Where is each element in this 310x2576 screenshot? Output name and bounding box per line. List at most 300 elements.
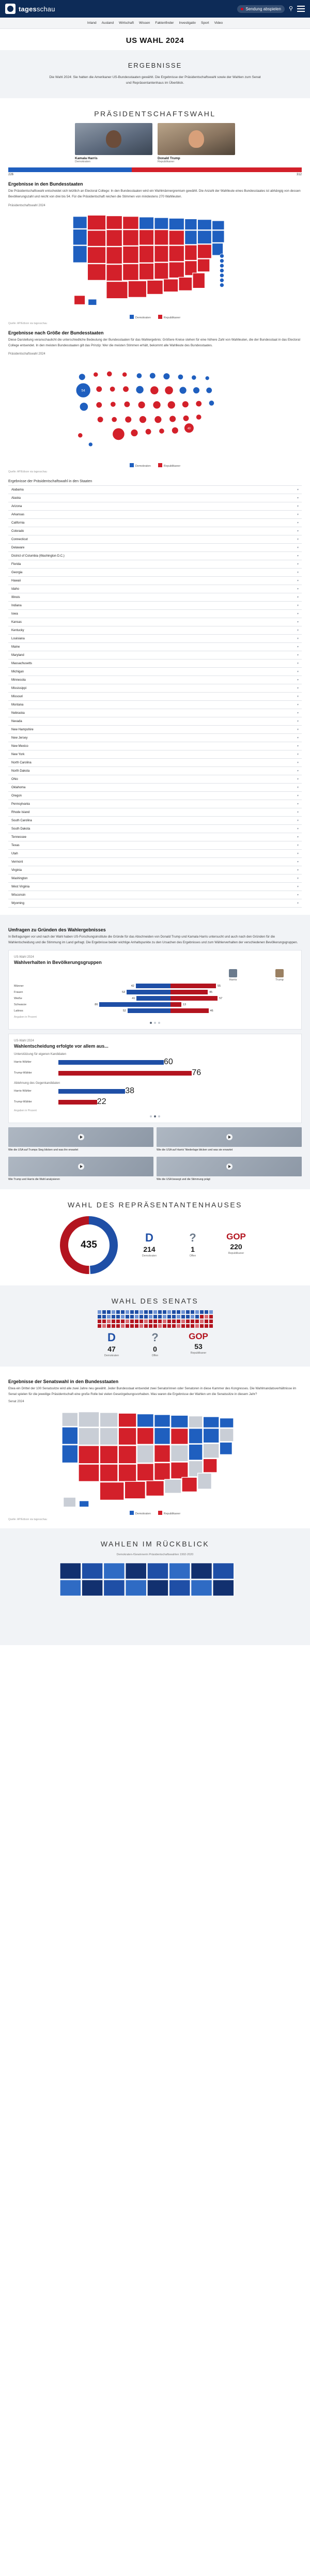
state-accordion-item[interactable] xyxy=(8,899,302,908)
house-heading: WAHL DES REPRÄSENTANTENHAUSES xyxy=(67,1200,243,1209)
nav-item-ausland[interactable]: Ausland xyxy=(101,21,114,25)
senate-democrats xyxy=(96,1332,128,1357)
video-teaser[interactable] xyxy=(157,1157,302,1182)
carousel-dots[interactable] xyxy=(14,1022,296,1024)
gop-icon: GOP xyxy=(189,1331,208,1341)
play-icon[interactable] xyxy=(78,1163,84,1170)
chart-value: 22 xyxy=(97,1097,106,1107)
senate-seat xyxy=(140,1324,143,1328)
trump-value: 13 xyxy=(182,1003,186,1006)
state-accordion-item[interactable] xyxy=(8,767,302,775)
senate-seat xyxy=(167,1315,171,1318)
play-icon[interactable] xyxy=(226,1134,233,1140)
chevron-down-icon[interactable]: ▾ xyxy=(297,563,299,566)
gop-icon: GOP xyxy=(226,1232,246,1242)
chevron-down-icon[interactable]: ▾ xyxy=(297,604,299,608)
chevron-down-icon[interactable]: ▾ xyxy=(297,662,299,666)
chart-row-label: Schwarze xyxy=(14,1003,27,1006)
senate-seat xyxy=(186,1315,190,1318)
state-accordion-item[interactable] xyxy=(8,742,302,750)
state-accordion-item[interactable] xyxy=(8,560,302,569)
state-name: Rhode Island xyxy=(11,810,30,814)
state-accordion-item[interactable] xyxy=(8,792,302,800)
top-bar xyxy=(0,0,310,18)
legend-trump: Trump xyxy=(263,969,296,982)
state-accordion-item[interactable] xyxy=(8,618,302,626)
harris-bar xyxy=(128,1008,171,1013)
video-teaser-row-2 xyxy=(8,1157,302,1182)
senate-seat xyxy=(121,1320,125,1323)
state-accordion-item[interactable] xyxy=(8,643,302,651)
senate-seat xyxy=(158,1315,162,1318)
state-accordion-item[interactable] xyxy=(8,660,302,668)
chevron-down-icon[interactable]: ▾ xyxy=(297,753,299,757)
state-accordion-item[interactable] xyxy=(8,866,302,875)
harris-half xyxy=(45,1002,171,1007)
electoral-map-label: Präsidentschaftswahl 2024 xyxy=(8,204,45,207)
chevron-down-icon[interactable]: ▾ xyxy=(297,811,299,815)
harris-bar xyxy=(136,996,171,1001)
state-name: Vermont xyxy=(11,860,23,864)
harris-bar xyxy=(99,1002,171,1007)
chevron-down-icon[interactable]: ▾ xyxy=(297,720,299,724)
chevron-down-icon[interactable]: ▾ xyxy=(297,621,299,624)
teaser-title: Wie die USA auf Harris' Niederlage blicken und was sie erwartet xyxy=(157,1148,233,1152)
chevron-down-icon[interactable]: ▾ xyxy=(297,745,299,748)
chart-row-label: Frauen xyxy=(14,990,23,994)
chevron-down-icon[interactable]: ▾ xyxy=(297,844,299,848)
harris-value: 41 xyxy=(132,996,135,1000)
search-icon[interactable]: ⚲ xyxy=(288,5,293,12)
senate-seat xyxy=(140,1320,143,1323)
state-accordion-item[interactable] xyxy=(8,883,302,891)
nav-item-wirtschaft[interactable]: Wirtschaft xyxy=(119,21,134,25)
senate-seat xyxy=(181,1324,185,1328)
house-total: 435 xyxy=(81,1239,97,1250)
chevron-down-icon[interactable]: ▾ xyxy=(297,579,299,583)
us-map-svg xyxy=(8,210,302,314)
chart-row xyxy=(14,990,296,994)
state-accordion-item[interactable] xyxy=(8,651,302,660)
retro-map[interactable] xyxy=(8,1559,302,1637)
chevron-down-icon[interactable]: ▾ xyxy=(297,596,299,600)
harris-half xyxy=(45,984,171,988)
chevron-down-icon[interactable]: ▾ xyxy=(297,778,299,781)
senate-seat xyxy=(163,1324,166,1328)
chart1-rows xyxy=(14,984,296,1013)
chevron-down-icon[interactable]: ▾ xyxy=(297,794,299,798)
state-name: Georgia xyxy=(11,571,23,574)
state-accordion-item[interactable] xyxy=(8,784,302,792)
legend-harris: Harris xyxy=(216,969,250,982)
candidate-party: Demokraten xyxy=(75,160,90,164)
chevron-down-icon[interactable]: ▾ xyxy=(297,770,299,773)
state-name: Pennsylvania xyxy=(11,802,30,806)
chevron-down-icon[interactable]: ▾ xyxy=(297,761,299,765)
electoral-choropleth-map[interactable] xyxy=(8,210,302,314)
senate-seat xyxy=(158,1324,162,1328)
senate-seat xyxy=(144,1315,148,1318)
electoral-bubble-map[interactable] xyxy=(8,359,302,462)
state-name: Maine xyxy=(11,645,20,649)
states-list-title: Ergebnisse der Präsidentschaftswahl in den Staaten xyxy=(8,480,92,484)
chart1-unit: Angaben in Prozent xyxy=(14,1016,37,1019)
state-accordion-item[interactable] xyxy=(8,775,302,784)
senate-map[interactable] xyxy=(8,1406,302,1510)
legend-republicans: Republikaner xyxy=(158,315,180,319)
electoral-vote-values xyxy=(8,173,302,176)
chevron-down-icon[interactable]: ▾ xyxy=(297,728,299,732)
chart-row xyxy=(14,1097,296,1107)
trump-half xyxy=(171,990,296,994)
state-accordion-item[interactable] xyxy=(8,734,302,742)
senate-seat xyxy=(149,1324,152,1328)
senate-rep-label: Republikaner xyxy=(190,1351,207,1355)
candidate-comparison xyxy=(8,123,302,163)
state-name: Alabama xyxy=(11,488,24,492)
video-teaser[interactable] xyxy=(157,1127,302,1153)
chart-row-label: Männer xyxy=(14,984,24,988)
senate-seat xyxy=(195,1324,199,1328)
house-republicans xyxy=(220,1232,252,1255)
senate-seat xyxy=(172,1320,176,1323)
state-name: South Dakota xyxy=(11,827,30,831)
democrat-d-icon: D xyxy=(107,1330,116,1344)
democrat-d-icon: D xyxy=(145,1231,153,1245)
chevron-down-icon[interactable]: ▾ xyxy=(297,505,299,509)
senate-seat xyxy=(102,1324,106,1328)
senate-seat xyxy=(163,1315,166,1318)
senate-seat xyxy=(177,1320,180,1323)
senate-seat xyxy=(181,1320,185,1323)
chevron-down-icon[interactable]: ▾ xyxy=(297,654,299,657)
chevron-down-icon[interactable]: ▾ xyxy=(297,629,299,633)
svg-text:40: 40 xyxy=(187,427,191,431)
state-accordion-item[interactable] xyxy=(8,486,302,494)
senate-seat xyxy=(172,1324,176,1328)
state-name: Texas xyxy=(11,844,20,847)
chart-card-groups xyxy=(8,950,302,1030)
polls-section xyxy=(0,915,310,1189)
state-accordion-item[interactable] xyxy=(8,569,302,577)
chevron-down-icon[interactable]: ▾ xyxy=(297,679,299,682)
house-rep-label: Republikaner xyxy=(228,1252,244,1255)
chevron-down-icon[interactable]: ▾ xyxy=(297,522,299,525)
senate-seat xyxy=(102,1310,106,1314)
state-accordion-item[interactable] xyxy=(8,577,302,585)
chevron-down-icon[interactable]: ▾ xyxy=(297,637,299,641)
chart2-title: Wahlentscheidung erfolgte vor allem aus... xyxy=(14,1044,109,1049)
harris-half xyxy=(45,990,171,994)
chevron-down-icon[interactable]: ▾ xyxy=(297,513,299,517)
senate-open-count: 0 xyxy=(153,1344,157,1353)
nav-item-sport[interactable]: Sport xyxy=(201,21,209,25)
senate-seat xyxy=(167,1310,171,1314)
candidate-name: Kamala Harris xyxy=(75,157,98,161)
chevron-down-icon[interactable]: ▾ xyxy=(297,827,299,831)
chart2-kicker: US-Wahl 2024 xyxy=(14,1039,34,1043)
state-name: Arkansas xyxy=(11,513,25,516)
senate-map-legend xyxy=(8,1511,302,1515)
state-name: Oklahoma xyxy=(11,786,26,789)
state-accordion-item[interactable] xyxy=(8,841,302,850)
chart-card-motivation xyxy=(8,1034,302,1123)
electoral-vote-bar xyxy=(8,167,302,172)
electoral-text: Die Präsidentschaftswahl entscheidet sich letztlich an Electoral College: In den Bundesstaaten wird ein Wahlmännergremium gewählt. Die Anzahl der Wahlleute eines Bundesstaates ist abhängig von dessen Bevölkerungszahl und reicht von drei bis 54. Für die Präsidentschaft reichen die Stimmen von mindestens 270 Wahlleuten. xyxy=(8,189,301,198)
senate-seat xyxy=(98,1310,101,1314)
state-name: New York xyxy=(11,753,25,756)
state-name: Florida xyxy=(11,562,21,566)
harris-half xyxy=(45,996,171,1001)
harris-electors: 226 xyxy=(8,173,14,177)
play-icon[interactable] xyxy=(78,1134,84,1140)
senate-map-text: Etwa ein Drittel der 100 Senatssitze wird alle zwei Jahre neu gewählt. Jeder Bundesstaat entsendet zwei Senatorinnen oder Senatoren in diese Kammer des Kongresses. Die Wahlmandatsverhältnisse im Senat spielen für die jeweilige Präsidentschaft eine große Rolle bei vielen Gesetzgebungsvorhaben. Was waren die Ergebnisse der Wahlen um die Senatssitze in diesem Jahr? xyxy=(8,1386,297,1396)
senate-seat xyxy=(172,1315,176,1318)
state-name: Massachusetts xyxy=(11,662,33,665)
senate-seat xyxy=(181,1315,185,1318)
chevron-down-icon[interactable]: ▾ xyxy=(297,786,299,790)
state-accordion-item[interactable] xyxy=(8,875,302,883)
play-icon[interactable] xyxy=(226,1163,233,1170)
state-accordion-item[interactable] xyxy=(8,585,302,593)
chevron-down-icon[interactable]: ▾ xyxy=(297,497,299,500)
chart-bar xyxy=(58,1060,164,1065)
house-open-label: Offen xyxy=(189,1254,196,1258)
senate-seat xyxy=(144,1320,148,1323)
senate-seat xyxy=(98,1315,101,1318)
state-name: Idaho xyxy=(11,587,20,591)
state-accordion-item[interactable] xyxy=(8,817,302,825)
senate-seat xyxy=(126,1324,129,1328)
chevron-down-icon[interactable]: ▾ xyxy=(297,877,299,881)
state-accordion-item[interactable] xyxy=(8,668,302,676)
question-mark-icon: ? xyxy=(189,1231,196,1245)
senate-seat xyxy=(191,1320,194,1323)
state-accordion-item[interactable] xyxy=(8,850,302,858)
state-name: Minnesota xyxy=(11,678,26,682)
state-accordion-item[interactable] xyxy=(8,858,302,866)
video-thumbnail[interactable] xyxy=(8,1127,153,1147)
top-bar-actions xyxy=(237,5,305,13)
senate-seat xyxy=(186,1324,190,1328)
senate-seat xyxy=(153,1320,157,1323)
state-accordion-item[interactable] xyxy=(8,709,302,717)
senate-seat xyxy=(130,1324,134,1328)
chevron-down-icon[interactable]: ▾ xyxy=(297,869,299,872)
house-section xyxy=(0,1189,310,1285)
senate-seat xyxy=(191,1315,194,1318)
state-accordion-item[interactable] xyxy=(8,800,302,808)
senate-seat xyxy=(126,1315,129,1318)
chevron-down-icon[interactable]: ▾ xyxy=(297,885,299,889)
state-accordion-item[interactable] xyxy=(8,759,302,767)
chart1-kicker: US-Wahl 2024 xyxy=(14,956,34,959)
chevron-down-icon[interactable]: ▾ xyxy=(297,861,299,864)
chevron-down-icon[interactable]: ▾ xyxy=(297,902,299,906)
state-name: Kansas xyxy=(11,620,22,624)
state-accordion-item[interactable] xyxy=(8,552,302,560)
chart2-group-label: Unterstützung für eigenen Kandidaten xyxy=(14,1053,67,1056)
state-accordion-item[interactable] xyxy=(8,593,302,602)
state-name: District of Columbia (Washington D.C.) xyxy=(11,554,65,558)
state-accordion-item[interactable] xyxy=(8,511,302,519)
house-donut xyxy=(58,1214,120,1276)
state-accordion-item[interactable] xyxy=(8,717,302,726)
senate-seat xyxy=(135,1320,138,1323)
chevron-down-icon[interactable]: ▾ xyxy=(297,803,299,806)
chevron-down-icon[interactable]: ▾ xyxy=(297,836,299,839)
state-accordion-item[interactable] xyxy=(8,701,302,709)
chart-value: 38 xyxy=(125,1086,134,1096)
video-teaser[interactable] xyxy=(8,1127,153,1153)
trump-bar xyxy=(171,984,216,988)
legend-republicans: Republikaner xyxy=(158,1511,180,1515)
senate-seat xyxy=(144,1310,148,1314)
nav-item-inland[interactable]: Inland xyxy=(87,21,97,25)
state-name: Arizona xyxy=(11,504,22,508)
chart-row-label: Harris-Wähler xyxy=(14,1090,32,1093)
state-accordion-item[interactable] xyxy=(8,825,302,833)
chevron-down-icon[interactable]: ▾ xyxy=(297,588,299,591)
senate-seat xyxy=(167,1324,171,1328)
state-accordion-item[interactable] xyxy=(8,750,302,759)
state-accordion-item[interactable] xyxy=(8,891,302,899)
senate-seat xyxy=(107,1310,111,1314)
nav-item-wissen[interactable]: Wissen xyxy=(139,21,150,25)
state-accordion-item[interactable] xyxy=(8,626,302,635)
teaser-title: Wie die USA auf Trumps Sieg blicken und was ihn erwartet xyxy=(8,1148,79,1152)
senate-seat xyxy=(112,1310,115,1314)
video-thumbnail[interactable] xyxy=(157,1127,302,1147)
chevron-down-icon[interactable]: ▾ xyxy=(297,530,299,533)
state-name: Michigan xyxy=(11,670,24,673)
brand-logo[interactable] xyxy=(5,4,55,14)
chevron-down-icon[interactable]: ▾ xyxy=(297,695,299,699)
state-accordion-item[interactable] xyxy=(8,610,302,618)
senate-seat xyxy=(102,1320,106,1323)
state-name: New Jersey xyxy=(11,736,28,740)
house-dem-count: 214 xyxy=(143,1245,156,1254)
hamburger-icon[interactable] xyxy=(297,6,305,12)
video-thumbnail[interactable] xyxy=(157,1157,302,1176)
chevron-down-icon[interactable]: ▾ xyxy=(297,894,299,897)
size-title: Ergebnisse nach Größe der Bundesstaaten xyxy=(8,330,104,335)
trump-bar xyxy=(171,996,218,1001)
state-accordion-item[interactable] xyxy=(8,602,302,610)
live-label: Sendung abspielen xyxy=(245,6,281,11)
carousel-dots-2[interactable] xyxy=(14,1115,296,1117)
chevron-down-icon[interactable]: ▾ xyxy=(297,852,299,856)
chevron-down-icon[interactable]: ▾ xyxy=(297,737,299,740)
results-lead: Die Wahl 2024: Sie hatten die Amerikaner US-Bundesstaaten gewählt. Die Ergebnisse der Präsidentschaftswahl sowie der Wahlen zum Senat und Repräsentantenhaus im Überblick. xyxy=(49,75,261,85)
chevron-down-icon[interactable]: ▾ xyxy=(297,687,299,691)
state-name: Wisconsin xyxy=(11,893,26,897)
chevron-down-icon[interactable]: ▾ xyxy=(297,488,299,492)
bubble-map-legend xyxy=(8,463,302,468)
chevron-down-icon[interactable]: ▾ xyxy=(297,712,299,715)
nav-item-faktenfinder[interactable]: Faktenfinder xyxy=(155,21,174,25)
chevron-down-icon[interactable]: ▾ xyxy=(297,646,299,649)
state-name: North Carolina xyxy=(11,761,32,764)
video-teaser[interactable] xyxy=(8,1157,153,1182)
senate-map-year: Senat 2024 xyxy=(8,1400,24,1404)
state-accordion-item[interactable] xyxy=(8,527,302,535)
chevron-down-icon[interactable]: ▾ xyxy=(297,538,299,542)
chevron-down-icon[interactable]: ▾ xyxy=(297,612,299,616)
chevron-down-icon[interactable]: ▾ xyxy=(297,571,299,575)
chart-row xyxy=(14,1008,296,1013)
state-accordion-item[interactable] xyxy=(8,519,302,527)
logo-mark xyxy=(5,4,16,14)
senate-seat xyxy=(191,1310,194,1314)
retro-heading: WAHLEN IM RÜCKBLICK xyxy=(100,1540,210,1548)
state-accordion-item[interactable] xyxy=(8,676,302,684)
senate-seat xyxy=(149,1315,152,1318)
senate-map-svg xyxy=(8,1406,302,1510)
state-accordion-item[interactable] xyxy=(8,544,302,552)
legend-republicans: Republikaner xyxy=(158,463,180,468)
senate-open xyxy=(139,1332,171,1357)
chart1-title: Wahlverhalten in Bevölkerungsgruppen xyxy=(14,960,102,965)
nav-item-investigativ[interactable]: Investigativ xyxy=(179,21,196,25)
senate-seat xyxy=(102,1315,106,1318)
state-accordion-item[interactable] xyxy=(8,502,302,511)
state-name: New Hampshire xyxy=(11,728,34,731)
state-accordion-item[interactable] xyxy=(8,808,302,817)
trump-value: 46 xyxy=(210,1009,213,1013)
chevron-down-icon[interactable]: ▾ xyxy=(297,546,299,550)
legend-democrats: Demokraten xyxy=(130,463,151,468)
trump-value: 57 xyxy=(219,996,223,1000)
results-heading: ERGEBNISSE xyxy=(128,62,182,69)
chart2-unit: Angaben in Prozent xyxy=(14,1109,37,1113)
senate-map-section xyxy=(0,1367,310,1529)
nav-item-video[interactable]: Video xyxy=(214,21,223,25)
senate-seat xyxy=(153,1315,157,1318)
state-name: North Dakota xyxy=(11,769,30,773)
senate-rep-count: 53 xyxy=(194,1342,203,1351)
senate-seat xyxy=(195,1320,199,1323)
candidate-name: Donald Trump xyxy=(158,157,180,161)
state-accordion-item[interactable] xyxy=(8,693,302,701)
state-name: Tennessee xyxy=(11,835,27,839)
state-name: Virginia xyxy=(11,868,22,872)
state-accordion-item[interactable] xyxy=(8,635,302,643)
senate-seat xyxy=(112,1315,115,1318)
trump-half xyxy=(171,1002,296,1007)
state-accordion-item[interactable] xyxy=(8,535,302,544)
chevron-down-icon[interactable]: ▾ xyxy=(297,703,299,707)
chevron-down-icon[interactable]: ▾ xyxy=(297,670,299,674)
state-accordion-item[interactable] xyxy=(8,833,302,841)
chart-row-label: Latinos xyxy=(14,1009,23,1013)
main-nav xyxy=(0,18,310,29)
trump-avatar xyxy=(275,969,284,977)
video-thumbnail[interactable] xyxy=(8,1157,153,1176)
teaser-title: Wie die USA bewegt und die Stimmung prägt xyxy=(157,1177,210,1181)
state-accordion-item[interactable] xyxy=(8,684,302,693)
state-name: Wyoming xyxy=(11,901,24,905)
chart-row xyxy=(14,1057,296,1067)
chart-row-label: Weiße xyxy=(14,996,22,1000)
senate-seat xyxy=(98,1320,101,1323)
polls-text: In Befragungen vor und nach der Wahl haben US-Forschungsinstitute die Gründe für das Abschneiden von Donald Trump und Kamala Harris untersucht und auch nach den Gründen für die Wahlentscheidung und die Stimmung im Land gefragt. Die Ergebnisse beider wichtige Anhaltspunkte zu den Ursachen des Ergebnisses und zum Wählerverhalten der verschiedenen Bevölkerungsgruppen. xyxy=(8,935,298,945)
live-player-button[interactable] xyxy=(237,5,285,13)
chevron-down-icon[interactable]: ▾ xyxy=(297,819,299,823)
state-accordion-item[interactable] xyxy=(8,494,302,502)
chevron-down-icon[interactable]: ▾ xyxy=(297,555,299,558)
state-accordion-item[interactable] xyxy=(8,726,302,734)
